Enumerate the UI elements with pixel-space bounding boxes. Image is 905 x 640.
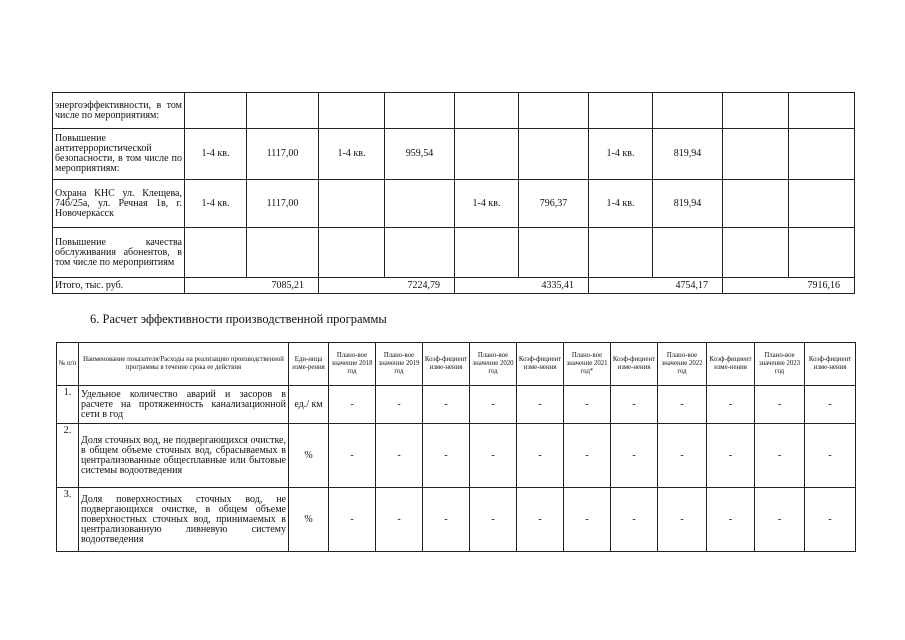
row-label: Охрана КНС ул. Клещева, 74б/25а, ул. Речная 1в, г. Новочеркасск — [53, 180, 185, 228]
row-unit: % — [289, 488, 329, 552]
total-value: 4754,17 — [589, 278, 723, 294]
cell: - — [470, 424, 517, 488]
expenses-table — [52, 92, 855, 294]
cell: 1-4 кв. — [185, 129, 247, 180]
row-unit: ед./ км — [289, 386, 329, 424]
cell: - — [423, 386, 470, 424]
col-header: Плано-вое значение 2020 год — [470, 343, 517, 386]
cell — [723, 129, 789, 180]
cell: 1117,00 — [247, 129, 319, 180]
cell: 1-4 кв. — [589, 129, 653, 180]
col-header: Наименование показателя/Расходы на реализацию производственной программы в течение срока ее действия — [79, 343, 289, 386]
cell: - — [470, 386, 517, 424]
section-title: 6. Расчет эффективности производственной программы — [90, 312, 387, 326]
cell: 796,37 — [519, 180, 589, 228]
cell — [723, 180, 789, 228]
cell — [519, 129, 589, 180]
row-name: Доля поверхностных сточных вод, не подвергающихся очистке, в общем объеме поверхностных сточных вод, принимаемых в централизованную ливневую систему водоотведения — [79, 488, 289, 552]
cell: - — [805, 424, 856, 488]
cell: - — [611, 488, 658, 552]
row-name: Доля сточных вод, не подвергающихся очистке, в общем объеме сточных вод, сбрасываемых в централизованные общесплавные или бытовые системы водоотведения — [79, 424, 289, 488]
table-row — [53, 93, 855, 129]
total-value: 7085,21 — [185, 278, 319, 294]
cell: - — [423, 488, 470, 552]
cell: - — [423, 424, 470, 488]
cell: - — [564, 386, 611, 424]
cell: - — [564, 424, 611, 488]
cell: 1-4 кв. — [589, 180, 653, 228]
table-row — [57, 386, 856, 424]
cell: - — [376, 386, 423, 424]
total-row — [53, 278, 855, 294]
col-header: Коэф-фициент изме-нения — [707, 343, 755, 386]
cell: - — [805, 386, 856, 424]
cell: - — [755, 488, 805, 552]
cell: 1-4 кв. — [455, 180, 519, 228]
cell — [455, 129, 519, 180]
total-value: 7224,79 — [319, 278, 455, 294]
cell: - — [707, 386, 755, 424]
col-header: Плано-вое значение 2022 год — [658, 343, 707, 386]
row-number: 1. — [57, 386, 79, 424]
cell: 1117,00 — [247, 180, 319, 228]
cell: 819,94 — [653, 129, 723, 180]
row-number: 2. — [57, 424, 79, 488]
table-row — [57, 488, 856, 552]
cell: - — [707, 488, 755, 552]
table-row — [53, 228, 855, 278]
col-header: Плано-вое значение 2021 год* — [564, 343, 611, 386]
cell — [319, 180, 385, 228]
col-header: Коэф-фициент изме-нения — [805, 343, 856, 386]
col-header: Плано-вое значение 2018 год — [329, 343, 376, 386]
cell — [789, 180, 855, 228]
table-row — [53, 129, 855, 180]
col-header: Коэф-фициент изме-нения — [517, 343, 564, 386]
cell: - — [329, 386, 376, 424]
cell: - — [470, 488, 517, 552]
col-header: Коэф-фициент изме-нения — [423, 343, 470, 386]
cell: - — [517, 488, 564, 552]
cell: - — [707, 424, 755, 488]
table-row — [57, 424, 856, 488]
row-label: Повышение антитеррористической безопасности, в том числе по мероприятиям: — [53, 129, 185, 180]
row-label: Повышение качества обслуживания абонентов, в том числе по мероприятиям — [53, 228, 185, 278]
cell: - — [376, 424, 423, 488]
col-header: Коэф-фициент изме-нения — [611, 343, 658, 386]
cell: - — [658, 386, 707, 424]
cell: - — [517, 424, 564, 488]
cell: 1-4 кв. — [319, 129, 385, 180]
total-label: Итого, тыс. руб. — [53, 278, 185, 294]
col-header: Плано-вое значение 2019 год — [376, 343, 423, 386]
cell: - — [658, 488, 707, 552]
col-header: Еди-ница изме-рения — [289, 343, 329, 386]
total-value: 7916,16 — [723, 278, 855, 294]
cell: 819,94 — [653, 180, 723, 228]
cell: - — [658, 424, 707, 488]
col-header: № п/п — [57, 343, 79, 386]
cell: - — [517, 386, 564, 424]
cell: 1-4 кв. — [185, 180, 247, 228]
cell: - — [564, 488, 611, 552]
cell: - — [755, 424, 805, 488]
row-name: Удельное количество аварий и засоров в расчете на протяженность канализационной сети в год — [79, 386, 289, 424]
cell — [789, 129, 855, 180]
cell: - — [329, 424, 376, 488]
cell: - — [611, 424, 658, 488]
total-value: 4335,41 — [455, 278, 589, 294]
cell: - — [376, 488, 423, 552]
cell — [385, 180, 455, 228]
col-header: Плано-вое значение 2023 год — [755, 343, 805, 386]
header-row — [57, 343, 856, 386]
cell: - — [805, 488, 856, 552]
cell: - — [611, 386, 658, 424]
row-unit: % — [289, 424, 329, 488]
cell: - — [329, 488, 376, 552]
cell: 959,54 — [385, 129, 455, 180]
row-number: 3. — [57, 488, 79, 552]
cell: - — [755, 386, 805, 424]
efficiency-table — [56, 342, 856, 552]
table-row — [53, 180, 855, 228]
row-label: энергоэффективности, в том числе по мероприятиям: — [53, 93, 185, 129]
